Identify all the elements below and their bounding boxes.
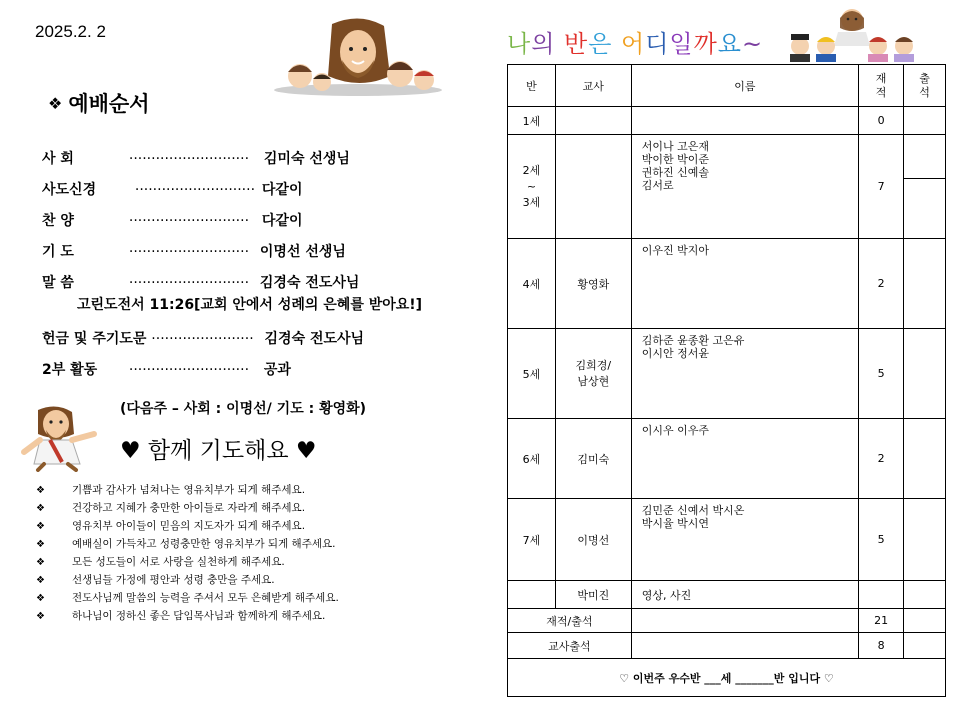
order-item-label: 사도신경 xyxy=(42,182,97,198)
table-row xyxy=(508,107,946,135)
order-item-dots: ··························· xyxy=(128,275,250,291)
order-item-label: 기 도 xyxy=(42,244,74,260)
cell-class: 5세 xyxy=(508,329,556,419)
title-char: 어 xyxy=(621,30,646,58)
diamond-bullet-icon: ❖ xyxy=(36,611,45,622)
cell-attendance[interactable] xyxy=(904,107,946,135)
diamond-bullet-icon: ❖ xyxy=(36,521,45,532)
order-item-value: 김경숙 전도사님 xyxy=(259,275,360,291)
prayer-item xyxy=(36,536,335,551)
prayer-item xyxy=(36,500,305,515)
cell-names: 김하준 윤종환 고은유 이시안 정서윤 xyxy=(631,329,858,419)
diamond-bullet-icon: ❖ xyxy=(36,485,45,496)
prayer-item xyxy=(36,608,325,623)
total-label: 재적/출석 xyxy=(508,609,632,633)
cell-teacher xyxy=(555,135,631,239)
header-class: 반 xyxy=(508,65,556,107)
cell-enrolled: 0 xyxy=(859,107,904,135)
teacher-attendance-attendance[interactable] xyxy=(904,633,946,659)
prayer-item xyxy=(36,518,305,533)
title-char: 은 xyxy=(588,30,613,58)
scripture-reference: 고린도전서 11:26[교회 안에서 성례의 은혜를 받아요!] xyxy=(77,297,423,313)
prayer-item-text: 건강하고 지혜가 충만한 아이들로 자라게 해주세요. xyxy=(72,502,306,514)
cell-attendance[interactable] xyxy=(904,419,946,499)
order-item-label: 2부 활동 xyxy=(42,362,98,378)
order-item-prayer xyxy=(42,241,346,261)
teacher-attendance-value: 8 xyxy=(859,633,904,659)
diamond-bullet-icon: ❖ xyxy=(36,557,45,568)
title-char: 까 xyxy=(693,30,718,58)
cell-class: 2세 ~ 3세 xyxy=(508,135,556,239)
cell-enrolled: 5 xyxy=(859,499,904,581)
prayer-item-text: 예배실이 가득차고 성령충만한 영유치부가 되게 해주세요. xyxy=(72,538,336,550)
worship-order-title xyxy=(48,88,150,118)
order-item-value: 다같이 xyxy=(261,182,303,198)
cell-attendance[interactable] xyxy=(904,135,946,179)
cell-teacher: 황영화 xyxy=(555,239,631,329)
cell-enrolled: 2 xyxy=(859,239,904,329)
title-char xyxy=(612,30,621,58)
title-char: 나 xyxy=(507,30,532,58)
table-row xyxy=(508,419,946,499)
order-item-activity xyxy=(42,359,291,379)
header-enrolled: 재 적 xyxy=(859,65,904,107)
order-item-label: 헌금 및 주기도문 xyxy=(42,331,147,347)
kids-group-illustration xyxy=(786,6,918,62)
prayer-item xyxy=(36,590,339,605)
prayer-item xyxy=(36,554,285,569)
prayer-item-text: 영유치부 아이들이 믿음의 지도자가 되게 해주세요. xyxy=(72,520,306,532)
cell-attendance[interactable] xyxy=(904,499,946,581)
cell-names: 이우진 박지아 xyxy=(631,239,858,329)
cell-attendance[interactable] xyxy=(904,581,946,609)
worship-order-title-text: 예배순서 xyxy=(68,92,150,116)
order-item-value: 다같이 xyxy=(261,213,303,229)
class-roster-table xyxy=(507,64,946,697)
order-item-dots: ··························· xyxy=(128,213,250,229)
total-row xyxy=(508,609,946,633)
order-item-dots: ··························· xyxy=(128,151,250,167)
order-item-label: 사 회 xyxy=(42,151,74,167)
title-char: ~ xyxy=(741,30,764,58)
cell-enrolled: 5 xyxy=(859,329,904,419)
order-item-value: 공과 xyxy=(263,362,291,378)
cell-teacher: 김희경/ 남상현 xyxy=(555,329,631,419)
title-char: 디 xyxy=(645,30,670,58)
order-item-dots: ··························· xyxy=(134,182,256,198)
prayer-item-text: 선생님들 가정에 평안과 성령 충만을 주세요. xyxy=(72,574,275,586)
diamond-bullet-icon: ❖ xyxy=(36,503,45,514)
cell-class xyxy=(508,581,556,609)
prayer-item-text: 기쁨과 감사가 넘쳐나는 영유치부가 되게 해주세요. xyxy=(72,484,306,496)
prayer-item xyxy=(36,572,275,587)
date: 2025.2. 2 xyxy=(35,22,106,41)
cell-class: 7세 xyxy=(508,499,556,581)
order-item-host xyxy=(42,148,350,168)
title-char: 의 xyxy=(531,30,556,58)
table-row xyxy=(508,239,946,329)
diamond-bullet-icon: ❖ xyxy=(48,94,63,113)
teacher-attendance-label: 교사출석 xyxy=(508,633,632,659)
cell-names: 김민준 신예서 박시온 박시율 박시연 xyxy=(631,499,858,581)
total-value: 21 xyxy=(859,609,904,633)
prayer-title: ♥ 함께 기도해요 ♥ xyxy=(120,438,317,464)
cell-teacher: 박미진 xyxy=(555,581,631,609)
cell-names: 서이나 고은재 박이한 박이준 권하진 신예솔 김서로 xyxy=(631,135,858,239)
cell-teacher: 김미숙 xyxy=(555,419,631,499)
cell-enrolled: 2 xyxy=(859,419,904,499)
cell-attendance[interactable] xyxy=(904,239,946,329)
cell-teacher xyxy=(555,107,631,135)
order-item-value: 이명선 선생님 xyxy=(259,244,346,260)
order-item-label: 찬 양 xyxy=(42,213,74,229)
order-item-praise xyxy=(42,210,302,230)
cell-class: 6세 xyxy=(508,419,556,499)
cell-names: 이시우 이우주 xyxy=(631,419,858,499)
cell-class: 1세 xyxy=(508,107,556,135)
table-header-row xyxy=(508,65,946,107)
order-item-dots: ··························· xyxy=(128,244,250,260)
prayer-item-text: 하나님이 정하신 좋은 담임목사님과 함께하게 해주세요. xyxy=(72,610,326,622)
table-row xyxy=(508,135,946,179)
table-row xyxy=(508,499,946,581)
cell-enrolled: 7 xyxy=(859,135,904,239)
title-char: 일 xyxy=(669,30,694,58)
cell-teacher: 이명선 xyxy=(555,499,631,581)
header-attendance: 출 석 xyxy=(904,65,946,107)
order-item-sermon xyxy=(42,272,359,292)
total-attendance[interactable] xyxy=(904,609,946,633)
header-teacher: 교사 xyxy=(555,65,631,107)
order-item-dots: ······················· xyxy=(151,331,254,347)
order-item-offering xyxy=(42,328,364,348)
class-title xyxy=(507,24,763,59)
next-week-note: (다음주 – 사회 : 이명선/ 기도 : 황영화) xyxy=(120,401,367,417)
diamond-bullet-icon: ❖ xyxy=(36,575,45,586)
table-row xyxy=(508,329,946,419)
title-char: 요 xyxy=(717,30,742,58)
table-row xyxy=(508,581,946,609)
total-blank xyxy=(631,609,858,633)
order-item-value: 김경숙 전도사님 xyxy=(264,331,365,347)
diamond-bullet-icon: ❖ xyxy=(36,539,45,550)
running-jesus-illustration xyxy=(10,404,110,472)
footer-row xyxy=(508,659,946,697)
jesus-children-illustration xyxy=(272,16,444,96)
title-char: 반 xyxy=(564,30,589,58)
teacher-attendance-blank xyxy=(631,633,858,659)
order-item-value: 김미숙 선생님 xyxy=(263,151,350,167)
diamond-bullet-icon: ❖ xyxy=(36,593,45,604)
cell-class: 4세 xyxy=(508,239,556,329)
cell-names xyxy=(631,107,858,135)
title-char xyxy=(555,30,564,58)
cell-attendance[interactable] xyxy=(904,179,946,239)
prayer-item-text: 모든 성도들이 서로 사랑을 실천하게 해주세요. xyxy=(72,556,285,568)
order-item-dots: ··························· xyxy=(128,362,250,378)
cell-names: 영상, 사진 xyxy=(631,581,858,609)
best-class-footer: ♡ 이번주 우수반 ___세 _______반 입니다 ♡ xyxy=(508,659,946,697)
cell-attendance[interactable] xyxy=(904,329,946,419)
teacher-attendance-row xyxy=(508,633,946,659)
header-names: 이름 xyxy=(631,65,858,107)
prayer-item-text: 전도사님께 말씀의 능력을 주셔서 모두 은혜받게 해주세요. xyxy=(72,592,339,604)
order-item-creed xyxy=(42,179,302,199)
order-item-label: 말 씀 xyxy=(42,275,74,291)
cell-enrolled xyxy=(859,581,904,609)
prayer-item xyxy=(36,482,305,497)
